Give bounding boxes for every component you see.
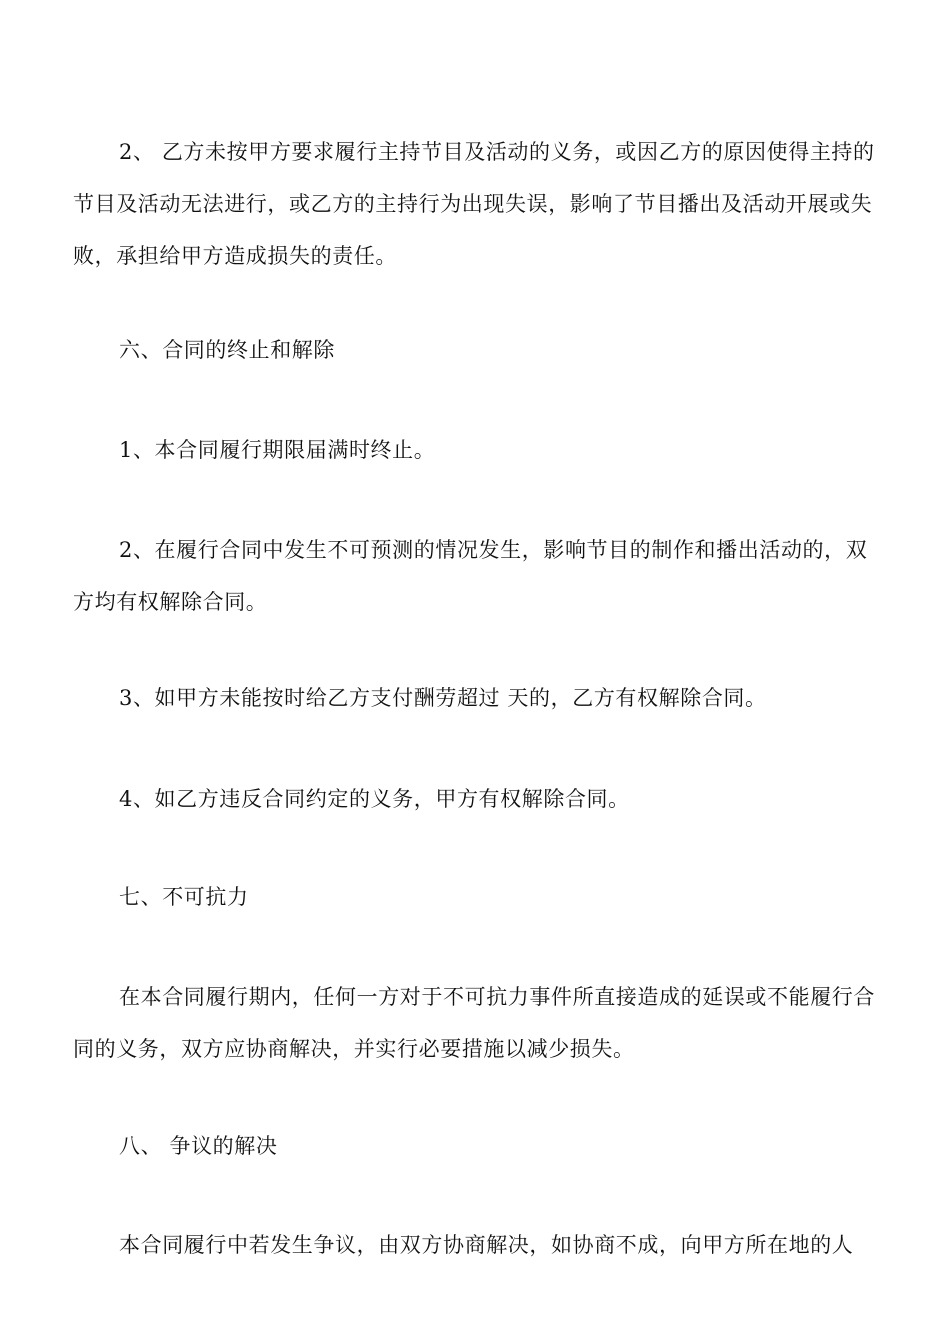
clause-6-item-1: 1、本合同履行期限届满时终止。 — [119, 438, 436, 462]
clause-6-item-2: 2、在履行合同中发生不可预测的情况发生，影响节目的制作和播出活动的，双方均有权解除合同。 — [73, 538, 868, 614]
section-7-heading: 七、不可抗力 — [119, 885, 249, 909]
clause-5-item-2: 2、 乙方未按甲方要求履行主持节目及活动的义务，或因乙方的原因使得主持的节目及活动无法进行，或乙方的主持行为出现失误，影响了节目播出及活动开展或失败，承担给甲方造成损失的责任。 — [73, 140, 875, 268]
section-6-heading: 六、合同的终止和解除 — [119, 338, 335, 362]
clause-6-item-4: 4、如乙方违反合同约定的义务，甲方有权解除合同。 — [119, 787, 630, 811]
clause-6-item-3: 3、如甲方未能按时给乙方支付酬劳超过 天的，乙方有权解除合同。 — [119, 686, 767, 710]
section-8-heading: 八、 争议的解决 — [119, 1134, 278, 1158]
clause-8-body: 本合同履行中若发生争议，由双方协商解决，如协商不成，向甲方所在地的人 — [119, 1233, 854, 1257]
clause-7-body: 在本合同履行期内，任何一方对于不可抗力事件所直接造成的延误或不能履行合同的义务，双方应协商解决，并实行必要措施以减少损失。 — [73, 985, 875, 1061]
